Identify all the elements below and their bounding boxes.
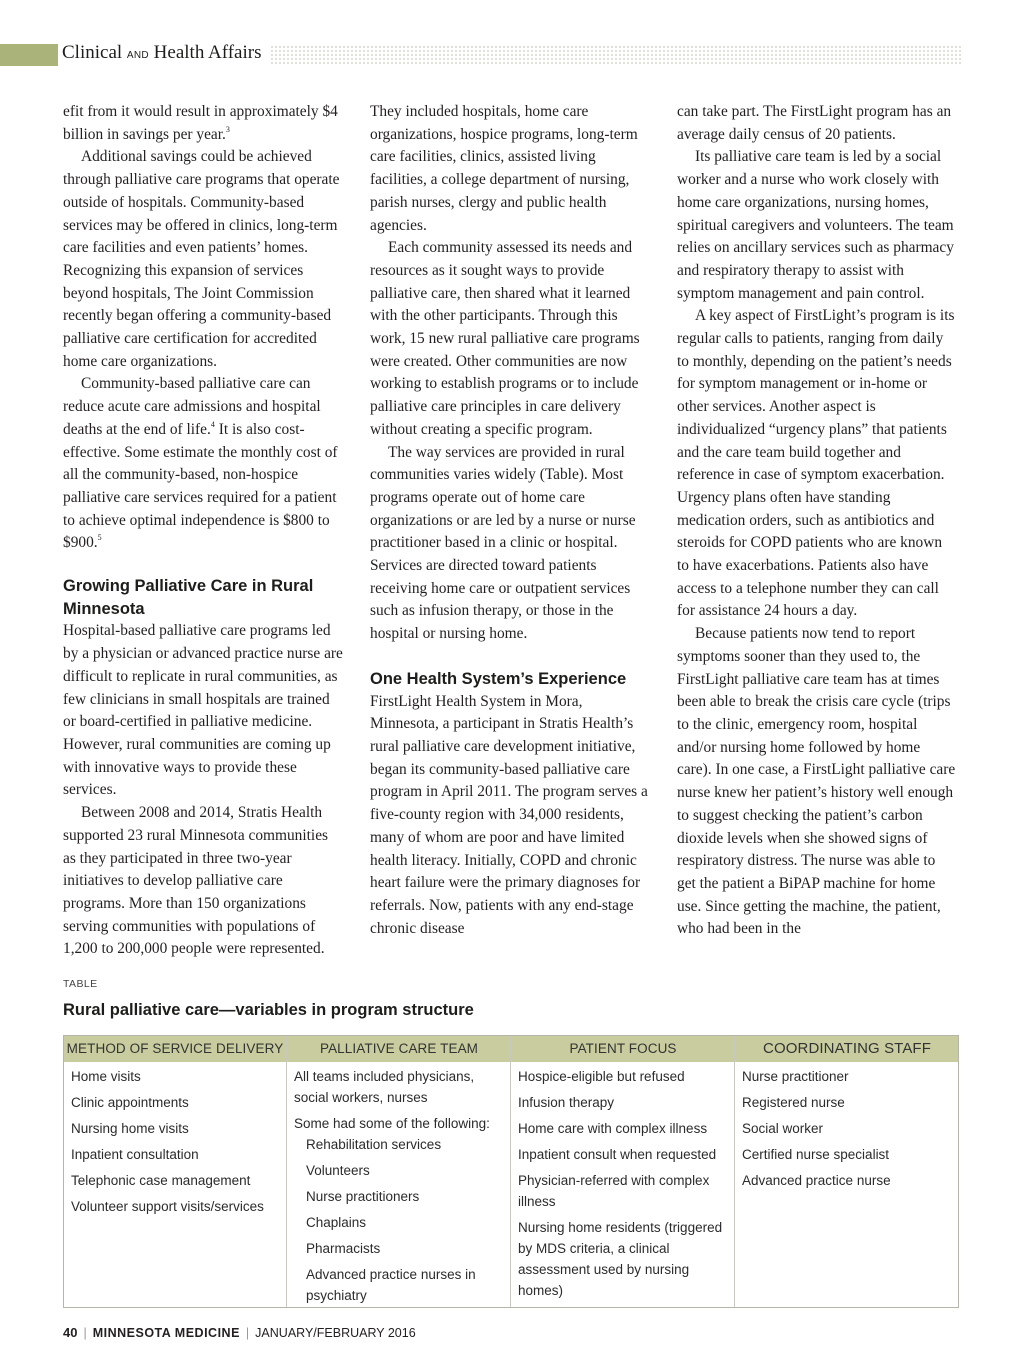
paragraph: Community-based palliative care can reduce acute care admissions and hospital deaths at the end of life.$^4$ It is also cost-effective. Some estimate the monthly cost of all the community-based, non-hospice palliative care services required for a patient to achieve optimal independence is $800 to $900.$^5$ (63, 375, 338, 552)
table-cell: Social worker (742, 1121, 824, 1136)
table-cell: Nursing home visits (71, 1121, 189, 1136)
page-number: 40 (63, 1325, 78, 1340)
paragraph: Because patients now tend to report symptoms sooner than they used to, the FirstLight palliative care team has at times been able to break the crisis care cycle (trips to the clinic, emergency room, hospital and/or nursing home followed by home care). In one case, a FirstLight palliative care nurse knew her patient’s history well enough to suggest checking the patient’s carbon dioxide levels when she showed signs of respiratory distress. The nurse was able to get the patient a BiPAP machine for home use. Since getting the machine, the patient, who had been in the (677, 625, 956, 938)
table-cell: Chaplains (306, 1215, 367, 1230)
table-divider (510, 1036, 511, 1307)
header-accent-bar (0, 44, 58, 66)
section-title-part1: Clinical (62, 42, 123, 63)
section-title (62, 41, 267, 68)
table-header-cell: METHOD OF SERVICE DELIVERY (66, 1041, 284, 1056)
table-cell: Pharmacists (306, 1241, 381, 1256)
section-heading: One Health System’s Experience (370, 669, 627, 688)
table-cell: Clinic appointments (71, 1095, 189, 1110)
reference-marker: 4 (210, 419, 215, 429)
table-cell: Registered nurse (742, 1095, 845, 1110)
table-column-team (294, 1066, 506, 1311)
table-title: Rural palliative care—variables in program structure (63, 1001, 474, 1019)
table-cell: Some had some of the following: (294, 1116, 490, 1131)
table-cell: Nurse practitioners (306, 1189, 420, 1204)
paragraph: Between 2008 and 2014, Stratis Health supported 23 rural Minnesota communities as they participated in three two-year initiatives to develop palliative care programs. More than 150 organizations serving communities with populations of 1,200 to 200,000 people were represented. (63, 804, 329, 958)
table-cell: Hospice-eligible but refused (518, 1069, 685, 1084)
section-heading: Growing Palliative Care in Rural Minnesota (63, 577, 314, 618)
table-cell: Nurse practitioner (742, 1069, 849, 1084)
table-cell: Infusion therapy (518, 1095, 615, 1110)
header-pattern (270, 45, 962, 64)
table-cell: Home visits (71, 1069, 141, 1084)
table-column-focus (518, 1066, 728, 1306)
publication-name: MINNESOTA MEDICINE (92, 1326, 240, 1340)
table-cell: Telephonic case management (71, 1173, 251, 1188)
table-cell: Inpatient consult when requested (518, 1147, 717, 1162)
table-column-staff (742, 1066, 952, 1196)
table-cell: Physician-referred with complex illness (518, 1173, 710, 1209)
table-cell: Advanced practice nurses in psychiatry (306, 1267, 476, 1303)
article-column-3 (677, 101, 957, 941)
table-cell: Home care with complex illness (518, 1121, 708, 1136)
paragraph: Additional savings could be achieved through palliative care programs that operate outside of hospitals. Community-based services may be offered in clinics, long-term care facilities and even patients’ homes. Recognizing this expansion of services beyond hospitals, The Joint Commission recently began offering a community-based palliative care certification for accredited home care organizations. (63, 148, 340, 370)
table-cell: Volunteer support visits/services (71, 1199, 264, 1214)
page-footer: 40 | MINNESOTA MEDICINE | JANUARY/FEBRUARY 2016 (63, 1325, 416, 1340)
article-column-2 (370, 101, 650, 940)
table-divider (286, 1036, 287, 1307)
table-header-cell: COORDINATING STAFF (763, 1040, 931, 1057)
issue-date: JANUARY/FEBRUARY 2016 (255, 1326, 416, 1340)
reference-marker: 5 (97, 533, 102, 543)
reference-marker: 3 (225, 124, 230, 134)
table-header-row (64, 1036, 958, 1062)
paragraph: efit from it would result in approximately $4 billion in savings per year.$^3$ (63, 103, 338, 143)
table-cell: Nursing home residents (triggered by MDS criteria, a clinical assessment used by nursing homes) (518, 1220, 723, 1298)
table-divider (734, 1036, 735, 1307)
paragraph: Each community assessed its needs and resources as it sought ways to provide palliative care, then shared what it learned with the other participants. Through this work, 15 new rural palliative care programs were created. Other communities are now working to establish programs or to include palliative care principles in care delivery without creating a specific program. (370, 239, 640, 438)
table-header-cell: PATIENT FOCUS (569, 1041, 677, 1056)
table-cell: Volunteers (306, 1163, 370, 1178)
program-structure-table (63, 1035, 959, 1308)
paragraph: They included hospitals, home care organizations, hospice programs, long-term care facilities, clinics, assisted living facilities, a college department of nursing, parish nurses, clergy and public health agencies. (370, 103, 638, 234)
paragraph: FirstLight Health System in Mora, Minnesota, a participant in Stratis Health’s rural palliative care development initiative, began its community-based palliative care program in April 2011. The program serves a five-county region with 34,000 residents, many of whom are poor and have limited health literacy. Initially, COPD and chronic heart failure were the primary diagnoses for referrals. Now, patients with any end-stage chronic disease (370, 692, 648, 937)
table-cell: All teams included physicians, social workers, nurses (294, 1069, 475, 1105)
table-cell: Inpatient consultation (71, 1147, 199, 1162)
table-cell: Rehabilitation services (306, 1137, 442, 1152)
section-title-part2: Health Affairs (153, 42, 262, 63)
paragraph: The way services are provided in rural communities varies widely (Table). Most programs operate out of home care organizations or are led by a nurse or nurse practitioner based in a clinic or hospital. Services are directed toward patients receiving home care or outpatient services such as infusion therapy, or those in the hospital or nursing home. (370, 443, 636, 643)
table-header-cell: PALLIATIVE CARE TEAM (319, 1041, 479, 1056)
paragraph: can take part. The FirstLight program has an average daily census of 20 patients. (677, 103, 952, 143)
table-cell: Advanced practice nurse (742, 1173, 891, 1188)
table-cell: Certified nurse specialist (742, 1147, 890, 1162)
paragraph: A key aspect of FirstLight’s program is its regular calls to patients, ranging from daily to monthly, depending on the patient’s needs for symptom management or in-home or other services. Another aspect is individualized “urgency plans” that patients and the care team build together and reference in case of symptom exacerbation. Urgency plans often have standing medication orders, such as antibiotics and steroids for COPD patients who are known to have exacerbations. Patients also have access to a telephone number they can call for assistance 24 hours a day. (677, 307, 955, 620)
article-column-1 (63, 101, 343, 961)
section-title-and: AND (126, 50, 149, 61)
paragraph: Its palliative care team is led by a social worker and a nurse who work closely with home care organizations, nursing homes, spiritual caregivers and volunteers. The team relies on ancillary services such as pharmacy and respiratory therapy to assist with symptom management and pain control. (677, 148, 954, 302)
table-label: TABLE (63, 978, 98, 990)
paragraph: Hospital-based palliative care programs led by a physician or advanced practice nurse are difficult to replicate in rural communities, as few clinicians in small hospitals are trained or board-certified in palliative medicine. However, rural communities are coming up with innovative ways to provide these services. (63, 622, 343, 799)
table-column-delivery (71, 1066, 281, 1222)
